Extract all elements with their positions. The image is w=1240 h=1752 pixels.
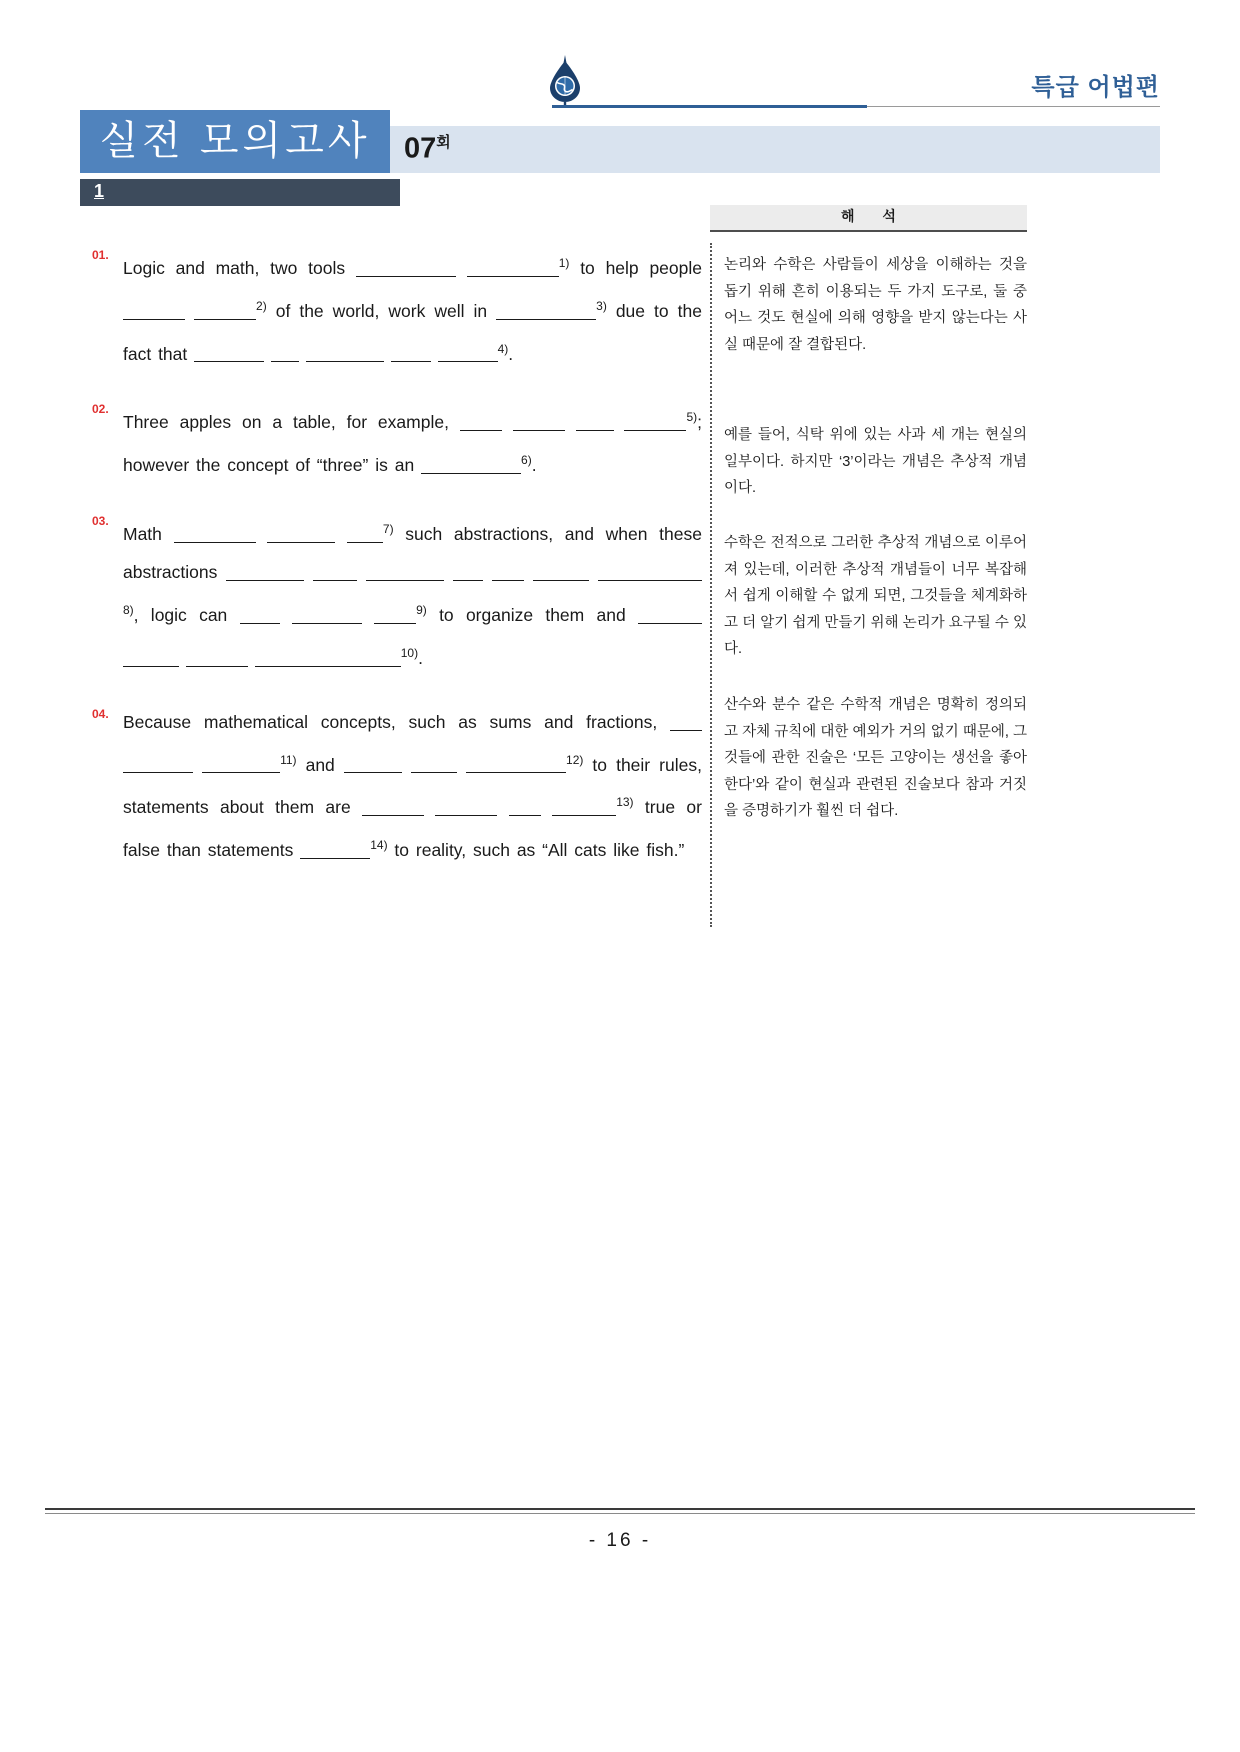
question-number: 04. bbox=[92, 706, 109, 721]
answer-blank[interactable] bbox=[356, 259, 456, 277]
answer-blank[interactable] bbox=[123, 755, 193, 773]
section-number-bar bbox=[80, 179, 400, 206]
header-rule-gray bbox=[867, 106, 1160, 107]
blank-index-marker: 10) bbox=[400, 645, 419, 660]
footer-rule-thin bbox=[45, 1513, 1195, 1514]
answer-blank[interactable] bbox=[347, 525, 383, 543]
answer-blank[interactable] bbox=[438, 344, 498, 362]
answer-blank[interactable] bbox=[300, 841, 370, 859]
answer-blank[interactable] bbox=[638, 606, 702, 624]
answer-blank[interactable] bbox=[411, 755, 457, 773]
exam-title-chip bbox=[80, 110, 390, 173]
answer-blank[interactable] bbox=[496, 302, 596, 320]
answer-blank[interactable] bbox=[174, 525, 256, 543]
blank-index-marker: 7) bbox=[382, 522, 394, 537]
brand-title: 특급 어법편 bbox=[1031, 74, 1160, 101]
answer-blank[interactable] bbox=[202, 755, 280, 773]
blank-index-marker: 8) bbox=[123, 602, 134, 617]
question-text: Because mathematical concepts, such as sums and fractions, $^{11)}$ and $^{12)}$ to their rules, statements about them are $^{13)}$ true or false than statements $^{14)}$ to reality, such as “All cats like fish.” bbox=[123, 711, 702, 861]
answer-blank[interactable] bbox=[313, 563, 357, 581]
answer-blank[interactable] bbox=[598, 563, 702, 581]
answer-blank[interactable] bbox=[240, 606, 280, 624]
blank-index-marker: 1) bbox=[558, 256, 570, 270]
answer-blank[interactable] bbox=[513, 413, 565, 431]
question-item bbox=[92, 398, 702, 484]
answer-blank[interactable] bbox=[186, 649, 248, 667]
blank-index-marker: 2) bbox=[256, 298, 267, 313]
blank-index-marker: 5) bbox=[686, 410, 698, 425]
answer-blank[interactable] bbox=[306, 344, 384, 362]
answer-blank[interactable] bbox=[255, 649, 401, 667]
answer-blank[interactable] bbox=[576, 413, 614, 431]
section-number: 1 bbox=[94, 181, 105, 201]
pen-nib-globe-logo-icon bbox=[545, 55, 585, 107]
blank-index-marker: 6) bbox=[521, 453, 532, 468]
answer-blank[interactable] bbox=[344, 755, 402, 773]
answer-blank[interactable] bbox=[362, 798, 424, 816]
question-item bbox=[92, 510, 702, 676]
blank-index-marker: 3) bbox=[596, 298, 607, 313]
answer-blank[interactable] bbox=[467, 259, 559, 277]
page-number: - 16 - bbox=[588, 1530, 652, 1551]
answer-blank[interactable] bbox=[194, 302, 256, 320]
translation-text: 논리와 수학은 사람들이 세상을 이해하는 것을 돕기 위해 흔히 이용되는 두 가지 도구로, 둘 중 어느 것도 현실에 의해 영향을 받지 않는다는 사실 때문에 잘 결합된다. bbox=[724, 257, 1027, 353]
answer-blank[interactable] bbox=[292, 606, 362, 624]
answer-blank[interactable] bbox=[391, 344, 431, 362]
blank-index-marker: 12) bbox=[566, 752, 584, 767]
translation-text: 수학은 전적으로 그러한 추상적 개념으로 이루어져 있는데, 이러한 추상적 개념들이 너무 복잡해서 쉽게 이해할 수 없게 되면, 그것들을 체계화하고 더 알기 쉽게 만들기 위해 논리가 요구될 수 있다. bbox=[724, 535, 1027, 657]
blank-index-marker: 4) bbox=[497, 341, 509, 356]
answer-blank[interactable] bbox=[435, 798, 497, 816]
problems-column bbox=[92, 244, 702, 895]
question-number: 03. bbox=[92, 514, 109, 529]
round-number bbox=[404, 131, 451, 166]
answer-blank[interactable] bbox=[271, 344, 299, 362]
answer-blank[interactable] bbox=[421, 456, 521, 474]
blank-index-marker: 9) bbox=[416, 602, 427, 617]
answer-blank[interactable] bbox=[492, 563, 524, 581]
answer-blank[interactable] bbox=[552, 798, 616, 816]
column-divider bbox=[710, 243, 712, 927]
footer-rule bbox=[45, 1508, 1195, 1510]
answer-blank[interactable] bbox=[453, 563, 483, 581]
answer-blank[interactable] bbox=[670, 713, 702, 731]
blank-index-marker: 13) bbox=[616, 795, 634, 810]
header-rule-blue bbox=[552, 105, 867, 108]
question-item bbox=[92, 703, 702, 869]
answer-blank[interactable] bbox=[194, 344, 264, 362]
blank-index-marker: 11) bbox=[280, 752, 297, 767]
question-text: Three apples on a table, for example, $^{5)}$; however the concept of “three” is an $^{6)}$. bbox=[123, 410, 702, 476]
answer-blank[interactable] bbox=[624, 413, 686, 431]
question-number: 02. bbox=[92, 402, 109, 417]
question-item bbox=[92, 244, 702, 372]
answer-blank[interactable] bbox=[123, 302, 185, 320]
answer-blank[interactable] bbox=[466, 755, 566, 773]
answer-blank[interactable] bbox=[533, 563, 589, 581]
translation-text: 산수와 분수 같은 수학적 개념은 명확히 정의되고 자체 규칙에 대한 예외가 거의 없기 때문에, 그것들에 관한 진술은 ‘모든 고양이는 생선을 좋아한다’와 같이 현실과 관련된 진술보다 참과 거짓을 증명하기가 훨씬 더 쉽다. bbox=[724, 697, 1027, 819]
answer-blank[interactable] bbox=[267, 525, 335, 543]
question-text: Math $^{7)}$ such abstractions, and when these abstractions $^{8)}$, logic can $^{9)}$ to organize them and $^{10)}$. bbox=[123, 522, 702, 668]
translation-panel-title: 해 석 bbox=[841, 208, 908, 224]
answer-blank[interactable] bbox=[509, 798, 541, 816]
question-number: 01. bbox=[92, 248, 109, 262]
masthead bbox=[80, 55, 1160, 115]
question-text: Logic and math, two tools $^{1)}$ to help people $^{2)}$ of the world, work well in $^{3)}$ due to the fact that $^{4)}$. bbox=[123, 256, 702, 364]
answer-blank[interactable] bbox=[226, 563, 304, 581]
translation-panel-header bbox=[710, 205, 1027, 232]
round-unit: 회 bbox=[436, 134, 451, 151]
answer-blank[interactable] bbox=[366, 563, 444, 581]
answer-blank[interactable] bbox=[460, 413, 502, 431]
translation-text: 예를 들어, 식탁 위에 있는 사과 세 개는 현실의 일부이다. 하지만 ‘3’이라는 개념은 추상적 개념이다. bbox=[724, 427, 1027, 496]
answer-blank[interactable] bbox=[374, 606, 416, 624]
exam-title: 실전 모의고사 bbox=[99, 119, 371, 163]
round-number-value: 07 bbox=[404, 132, 437, 165]
blank-index-marker: 14) bbox=[370, 838, 388, 853]
answer-blank[interactable] bbox=[123, 649, 179, 667]
